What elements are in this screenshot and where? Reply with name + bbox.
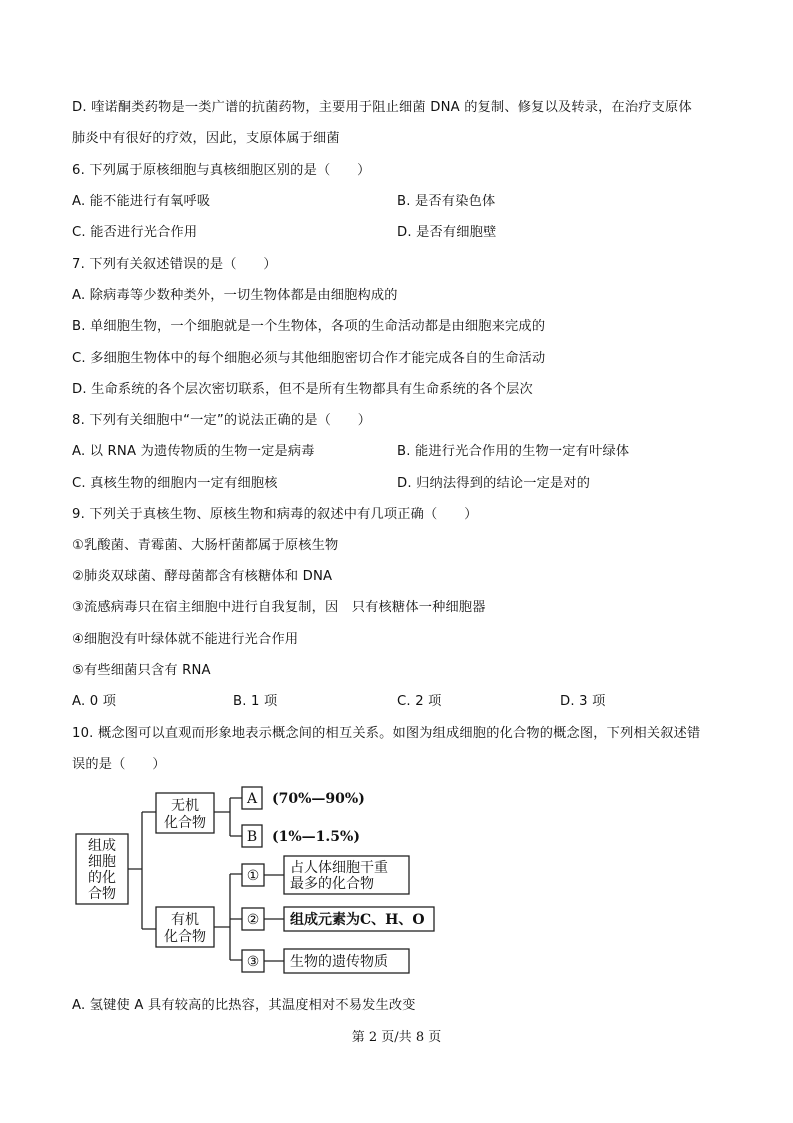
- q9-statement-2: ②肺炎双球菌、酵母菌都含有核糖体和 DNA: [72, 569, 333, 584]
- q8-option-d: D. 归纳法得到的结论一定是对的: [397, 476, 591, 491]
- question-6: 6. 下列属于原核细胞与真核细胞区别的是（ ）: [72, 163, 371, 178]
- q9-option-a: A. 0 项: [72, 694, 117, 709]
- q9-statement-3: ③流感病毒只在宿主细胞中进行自我复制，因 只有核糖体一种细胞器: [72, 600, 486, 615]
- q6-option-c: C. 能否进行光合作用: [72, 225, 198, 240]
- q8-option-a: A. 以 RNA 为遗传物质的生物一定是病毒: [72, 444, 315, 459]
- q9-statement-4: ④细胞没有叶绿体就不能进行光合作用: [72, 632, 299, 647]
- q9-statement-5: ⑤有些细菌只含有 RNA: [72, 663, 211, 678]
- q9-statement-1: ①乳酸菌、青霉菌、大肠杆菌都属于原核生物: [72, 538, 339, 553]
- organic-text-1: 有机: [171, 912, 199, 928]
- option-d-line-2: 肺炎中有很好的疗效，因此，支原体属于细菌: [72, 131, 340, 146]
- inorganic-text-2: 化合物: [164, 815, 206, 831]
- option-d-line-1: D. 喹诺酮类药物是一类广谱的抗菌药物，主要用于阻止细菌 DNA 的复制、修复以及转录，在治疗支原体: [72, 100, 692, 115]
- node-2-text: 组成元素为C、H、O: [290, 912, 425, 928]
- question-9: 9. 下列关于真核生物、原核生物和病毒的叙述中有几项正确（ ）: [72, 507, 478, 522]
- q8-option-c: C. 真核生物的细胞内一定有细胞核: [72, 476, 278, 491]
- q6-option-a: A. 能不能进行有氧呼吸: [72, 194, 211, 209]
- q7-option-d: D. 生命系统的各个层次密切联系，但不是所有生物都具有生命系统的各个层次: [72, 382, 533, 397]
- question-8: 8. 下列有关细胞中“一定”的说法正确的是（ ）: [72, 413, 372, 428]
- question-10-line-1: 10. 概念图可以直观而形象地表示概念间的相互关系。如图为组成细胞的化合物的概念图，下列相关叙述错: [72, 726, 701, 741]
- b-label: B: [246, 829, 258, 845]
- q7-option-a: A. 除病毒等少数种类外，一切生物体都是由细胞构成的: [72, 288, 398, 303]
- page-footer: 第 2 页/共 8 页: [351, 1030, 442, 1045]
- question-10-line-2: 误的是（ ）: [72, 757, 166, 772]
- root-text-4: 合物: [88, 886, 116, 902]
- root-text-3: 的化: [88, 870, 116, 886]
- node-3-label: ③: [246, 954, 260, 970]
- q7-option-b: B. 单细胞生物，一个细胞就是一个生物体，各项的生命活动都是由细胞来完成的: [72, 319, 546, 334]
- organic-text-2: 化合物: [164, 929, 206, 945]
- inorganic-text-1: 无机: [171, 798, 199, 814]
- node-3-text: 生物的遗传物质: [290, 954, 388, 970]
- b-value: (1%—1.5%): [272, 829, 360, 845]
- root-text-2: 细胞: [88, 854, 116, 870]
- node-1-text-2: 最多的化合物: [290, 876, 374, 892]
- q7-option-c: C. 多细胞生物体中的每个细胞必须与其他细胞密切合作才能完成各自的生命活动: [72, 351, 546, 366]
- q9-option-d: D. 3 项: [560, 694, 606, 709]
- q10-option-a: A. 氢键使 A 具有较高的比热容，其温度相对不易发生改变: [72, 998, 416, 1013]
- concept-map-diagram: [72, 786, 442, 982]
- node-1-text-1: 占人体细胞干重: [290, 860, 388, 876]
- q6-option-b: B. 是否有染色体: [397, 194, 496, 209]
- a-label: A: [246, 791, 258, 807]
- question-7: 7. 下列有关叙述错误的是（ ）: [72, 257, 277, 272]
- node-2-label: ②: [246, 912, 260, 928]
- q9-option-c: C. 2 项: [397, 694, 442, 709]
- q9-option-b: B. 1 项: [233, 694, 278, 709]
- a-value: (70%—90%): [272, 791, 365, 807]
- root-text-1: 组成: [88, 838, 116, 854]
- q8-option-b: B. 能进行光合作用的生物一定有叶绿体: [397, 444, 630, 459]
- q6-option-d: D. 是否有细胞壁: [397, 225, 497, 240]
- node-1-label: ①: [246, 868, 260, 884]
